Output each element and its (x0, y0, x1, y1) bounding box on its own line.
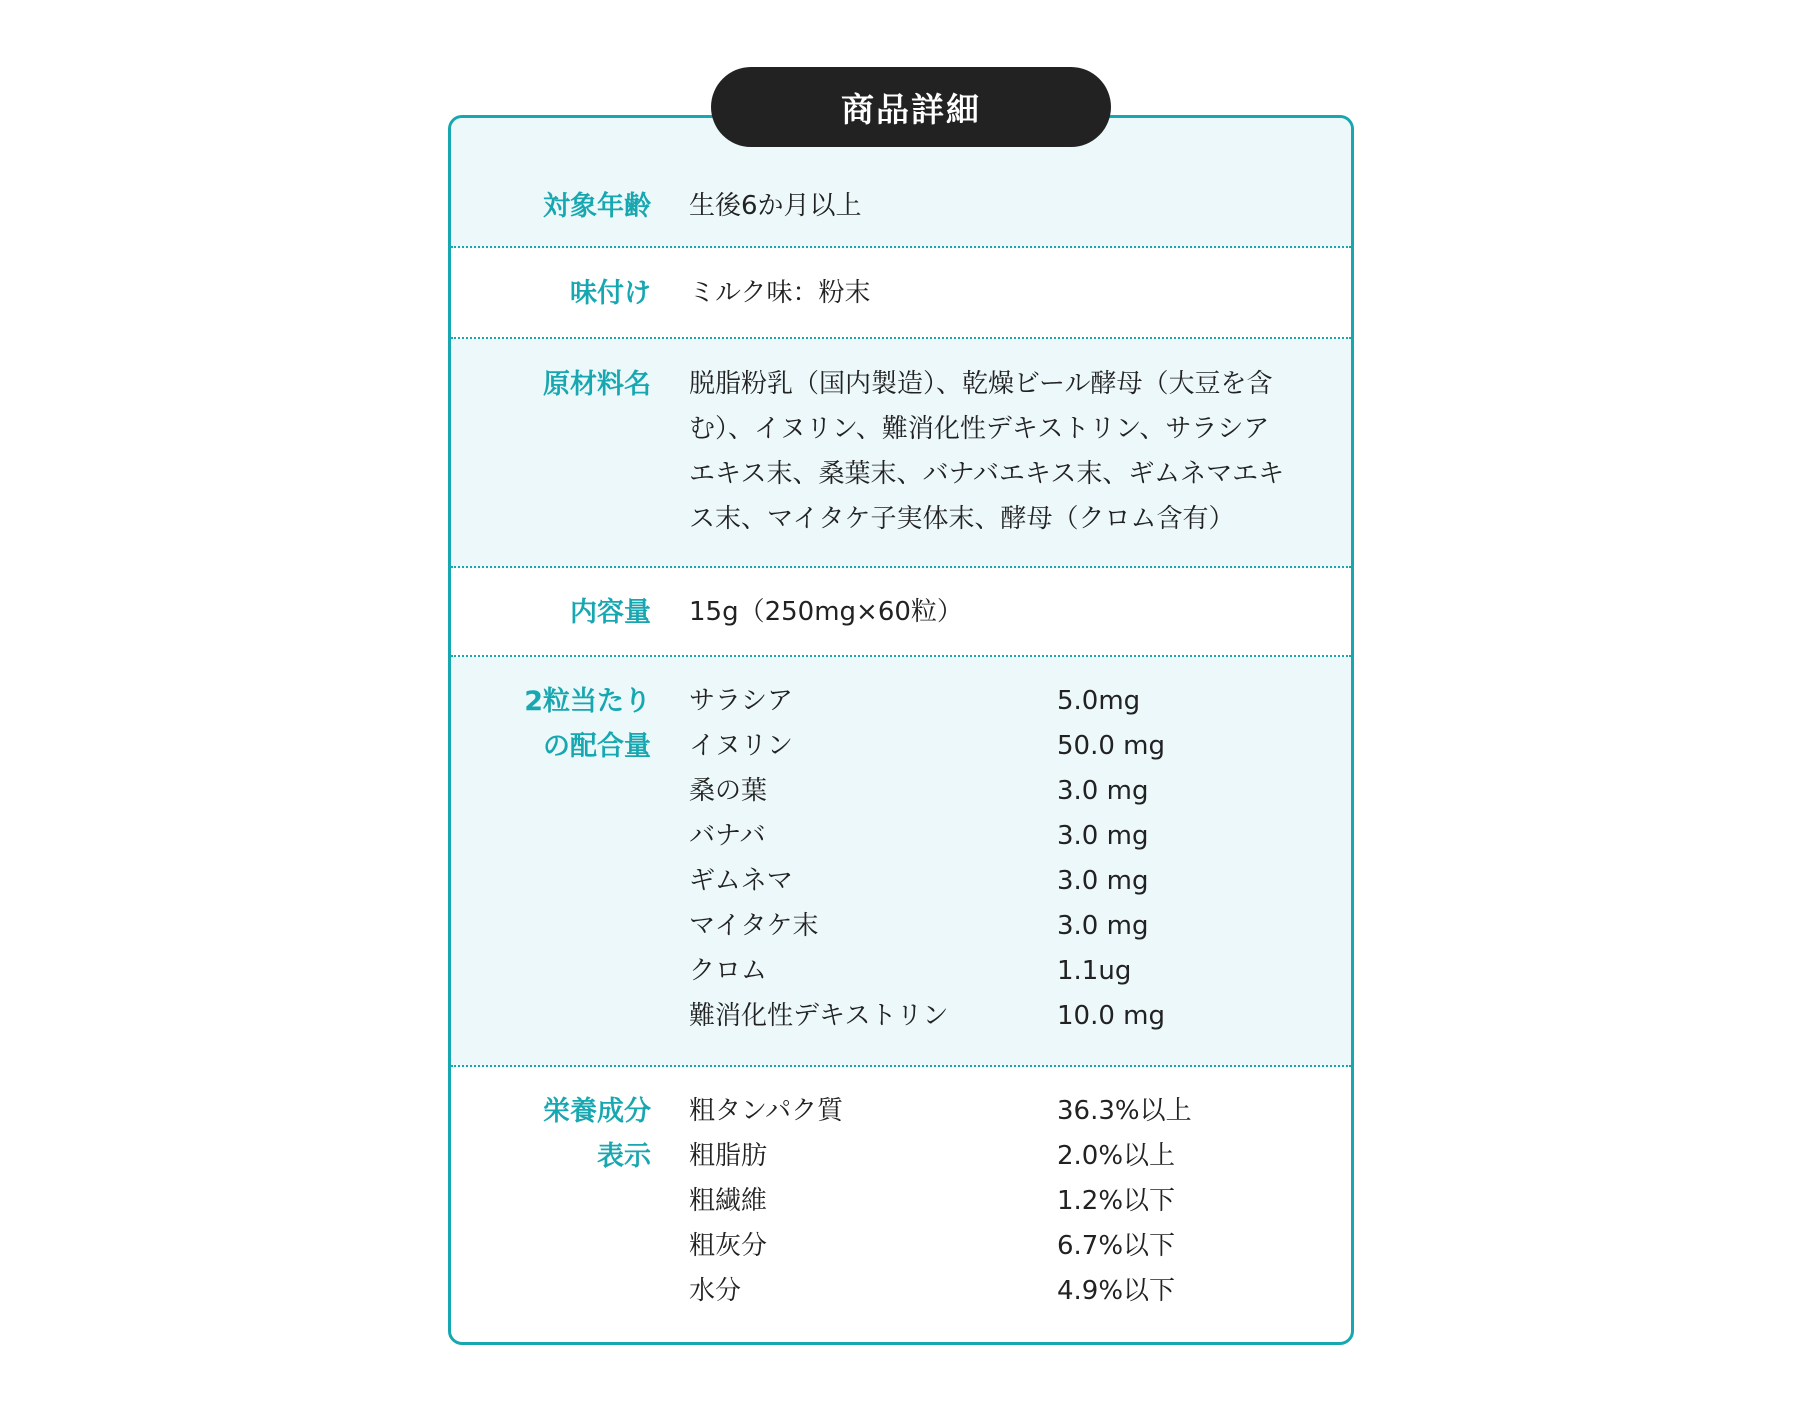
item-amount: 2.0%以上 (1057, 1141, 1176, 1171)
row-label-flavor: 味付け (570, 278, 651, 309)
item-amount: 5.0mg (1057, 686, 1141, 716)
ingredients-line: エキス末、桑葉末、バナバエキス末、ギムネマエキ (689, 459, 1285, 489)
ingredients-line: 脱脂粉乳（国内製造）、乾燥ビール酵母（大豆を含 (689, 369, 1273, 399)
nutrition-item (689, 1179, 1319, 1224)
nutrition-item (689, 1089, 1319, 1134)
row-value-ingredients (689, 362, 1319, 542)
item-amount: 36.3%以上 (1057, 1096, 1192, 1126)
composition-item (689, 769, 1319, 814)
row-flavor (451, 248, 1351, 339)
row-label-target-age: 対象年齢 (543, 191, 651, 222)
item-amount: 3.0 mg (1057, 776, 1149, 806)
item-amount: 1.2%以下 (1057, 1186, 1176, 1216)
row-nutrition (451, 1067, 1351, 1345)
label-line: の配合量 (543, 731, 651, 762)
label-line: 表示 (597, 1141, 651, 1172)
row-label-composition (524, 679, 651, 769)
row-value-flavor: ミルク味：粉末 (689, 278, 871, 308)
row-label-nutrition (543, 1089, 651, 1179)
item-name: 粗灰分 (689, 1231, 768, 1261)
item-name: バナバ (689, 821, 766, 851)
item-name: 粗繊維 (689, 1186, 768, 1216)
item-name: 粗タンパク質 (689, 1096, 844, 1126)
nutrition-item (689, 1224, 1319, 1269)
item-name: 粗脂肪 (689, 1141, 768, 1171)
item-amount: 6.7%以下 (1057, 1231, 1176, 1261)
nutrition-list (689, 1089, 1319, 1314)
row-composition (451, 657, 1351, 1067)
item-name: クロム (689, 956, 768, 986)
item-name: ギムネマ (689, 866, 793, 896)
composition-list (689, 679, 1319, 1039)
composition-item (689, 904, 1319, 949)
item-name: イヌリン (689, 731, 794, 761)
composition-item (689, 724, 1319, 769)
item-name: サラシア (689, 686, 794, 716)
product-details-panel (448, 115, 1354, 1345)
row-contents (451, 568, 1351, 657)
item-amount: 3.0 mg (1057, 866, 1149, 896)
label-line: 栄養成分 (543, 1096, 651, 1127)
item-amount: 10.0 mg (1057, 1001, 1165, 1031)
composition-item (689, 949, 1319, 994)
composition-item (689, 859, 1319, 904)
row-value-contents: 15g（250mg×60粒） (689, 597, 963, 627)
item-amount: 4.9%以下 (1057, 1276, 1176, 1306)
item-amount: 1.1ug (1057, 956, 1132, 986)
nutrition-item (689, 1134, 1319, 1179)
ingredients-line: む）、イヌリン、難消化性デキストリン、サラシア (689, 414, 1270, 444)
item-name: マイタケ末 (689, 911, 819, 941)
composition-item (689, 994, 1319, 1039)
row-value-target-age: 生後6か月以上 (689, 191, 862, 221)
item-amount: 3.0 mg (1057, 821, 1149, 851)
item-amount: 50.0 mg (1057, 731, 1165, 761)
composition-item (689, 814, 1319, 859)
section-title: 商品詳細 (711, 67, 1111, 147)
nutrition-item (689, 1269, 1319, 1314)
item-name: 難消化性デキストリン (689, 1001, 949, 1031)
item-amount: 3.0 mg (1057, 911, 1149, 941)
composition-item (689, 679, 1319, 724)
item-name: 水分 (689, 1276, 742, 1306)
row-label-ingredients: 原材料名 (543, 369, 651, 400)
row-label-contents: 内容量 (570, 597, 651, 628)
item-name: 桑の葉 (689, 776, 768, 806)
ingredients-line: ス末、マイタケ子実体末、酵母（クロム含有） (689, 504, 1235, 534)
label-line: 2粒当たり (524, 686, 651, 717)
row-ingredients (451, 339, 1351, 568)
